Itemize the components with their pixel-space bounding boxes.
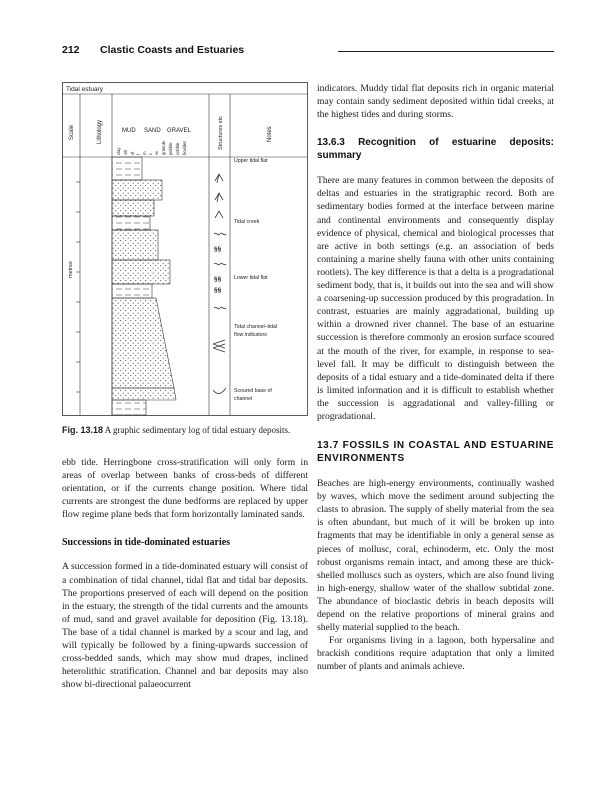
figure-title: Tidal estuary [66, 86, 103, 93]
bed-upper-tidal-flat-mud [112, 157, 142, 180]
paragraph: For organisms living in a lagoon, both hypersaline and brackish conditions require adaptation that only a limited number of plants and animals achieve. [317, 635, 554, 673]
lithology-header: Lithology [97, 119, 103, 144]
grain-tick: cobble [175, 142, 180, 155]
paragraph: indicators. Muddy tidal flat deposits rich in organic material may contain sandy sediment deposited within tidal creeks, at the highest tides and during storms. [317, 83, 554, 121]
sedimentary-log-figure [62, 82, 308, 416]
scour-symbol [213, 388, 226, 394]
structures-header: Structures etc [218, 116, 224, 150]
scale-header: Scale [69, 124, 75, 140]
paragraph: A succession formed in a tide-dominated estuary will consist of a combination of tidal channel, tidal flat and tidal bar deposits. The proportions preserved of each will depend on the position in the estuary, the strength of the tidal currents and the amounts of mud, sand and gravel available for deposition (Fig. 13.18). The base of a tidal channel is marked by a scour and lag, and will typically be followed by a fining-upwards succession of cross-bedded sands, which may show mud drapes, inclined heterolithic stratification. Channel and bar deposits may also show bi-directional palaeocurrent [62, 561, 308, 691]
figure-caption [62, 424, 308, 436]
ripple-symbol [214, 233, 226, 235]
running-header [62, 42, 554, 60]
paragraph: ebb tide. Herringbone cross-stratification will only form in areas of overlap between banks of cross-beds of different orientation, or if the currents change position. Where tidal currents are strongest the dune bedforms are replaced by upper flow regime plane beds that form horizontally laminated sands. [62, 457, 308, 521]
grain-tick: pebble [168, 142, 173, 155]
gravel-header: GRAVEL [167, 128, 191, 134]
grain-tick: boulder [182, 141, 187, 155]
bed-mud [112, 216, 150, 230]
bioturbation-symbol: §§ [214, 276, 222, 283]
grain-tick: m [142, 151, 147, 155]
note-scoured-base: Scoured base of [234, 388, 272, 394]
bed-sand [112, 260, 170, 284]
page-number: 212 [62, 44, 80, 56]
section-heading-fossils: 13.7 FOSSILS IN COASTAL AND ESTUARINE ENVIRONMENTS [317, 440, 554, 465]
bioturbation-symbol: §§ [214, 287, 222, 294]
bed-lower-tidal-flat-sand [112, 230, 158, 260]
grain-tick: vc [154, 150, 159, 155]
note-tidal-creek: Tidal creek [234, 219, 260, 225]
herringbone-cross-bedding-symbol [213, 340, 225, 352]
sand-header: SAND [144, 128, 161, 134]
note-flow-indicators: flow indicators [234, 332, 267, 338]
bed-mud [112, 284, 152, 298]
ripple-symbol [214, 263, 226, 265]
rootlet-symbol [215, 211, 223, 218]
grain-tick: granule [161, 141, 166, 155]
header-rule [338, 51, 554, 52]
paragraph: Beaches are high-energy environments, continually washed by waves, which move the sediment around subjecting the clasts to abrasion. The supply of shelly material from the sea is often abundant, but much of it will be broken up into fragments that may be identifiable in only a general sense as pieces of mollusc, coral, echinoderm, etc. Only the most robust organisms remain intact, and among these are thick-shelled molluscs such as oysters, which are also found living in high-energy, shallow water of the shallow subtidal zone. The abundance of bioclastic debris in beach deposits will depend on the relative proportions of mineral grains and shelly material supplied to the beach. [317, 478, 554, 634]
bed-tidal-creek-sand [112, 180, 162, 200]
bed-base-mud [112, 400, 146, 415]
bed-channel-lag [112, 388, 176, 400]
right-column [317, 82, 554, 673]
mud-header: MUD [122, 128, 136, 134]
note-tidal-channel: Tidal channel–tidal [234, 324, 278, 330]
grain-tick: vf [130, 151, 135, 155]
grain-tick: clay [116, 147, 121, 155]
bed-sand [112, 200, 154, 216]
subsection-heading: 13.6.3 Recognition of estuarine deposits: summary [317, 137, 554, 162]
note-upper-tidal-flat: Upper tidal flat [234, 158, 268, 164]
ripple-symbol [214, 307, 226, 309]
note-lower-tidal-flat: Lower tidal flat [234, 275, 268, 281]
left-column [62, 456, 308, 691]
bioturbation-symbol: §§ [214, 246, 222, 253]
scale-unit-label: metres [68, 261, 74, 278]
rootlet-symbol [215, 193, 223, 202]
section-heading-tide-successions: Successions in tide-dominated estuaries [62, 537, 231, 549]
figure-caption-text: A graphic sedimentary log of tidal estuary deposits. [104, 425, 291, 435]
rootlet-symbol [215, 174, 223, 183]
grain-tick: c [148, 152, 153, 155]
grain-tick: f [136, 153, 141, 155]
grain-tick: silt [123, 149, 128, 155]
figure-caption-label: Fig. 13.18 [62, 425, 104, 435]
paragraph: There are many features in common between the deposits of deltas and estuaries in the stratigraphic record. Both are sedimentary bodies formed at the interface between marine and continental environments and consequently display evidence of physical, chemical and biological processes that are active in both settings (e.g. an association of beds containing a marine shelly fauna with other units containing rootlets). The key difference is that a delta is a progradational sediment body, that is, it builds out into the sea and will show a coarsening-up succession produced by this progradation. In contrast, estuaries are mainly aggradational, building up within a drowned river channel. The base of an estuarine succession is therefore commonly an erosion surface scoured at the mouth of the river, for example, in response to sea-level fall. It may be difficult to distinguish between the deposits of a tidal estuary and a tide-dominated delta if there is limited information and it is difficult to establish whether the succession is aggradational and valley-filling or progradational. [317, 175, 554, 422]
note-channel: channel [234, 396, 253, 402]
running-title: Clastic Coasts and Estuaries [100, 44, 245, 56]
notes-header: Notes [267, 126, 273, 142]
bed-tidal-channel-sand [112, 298, 174, 388]
